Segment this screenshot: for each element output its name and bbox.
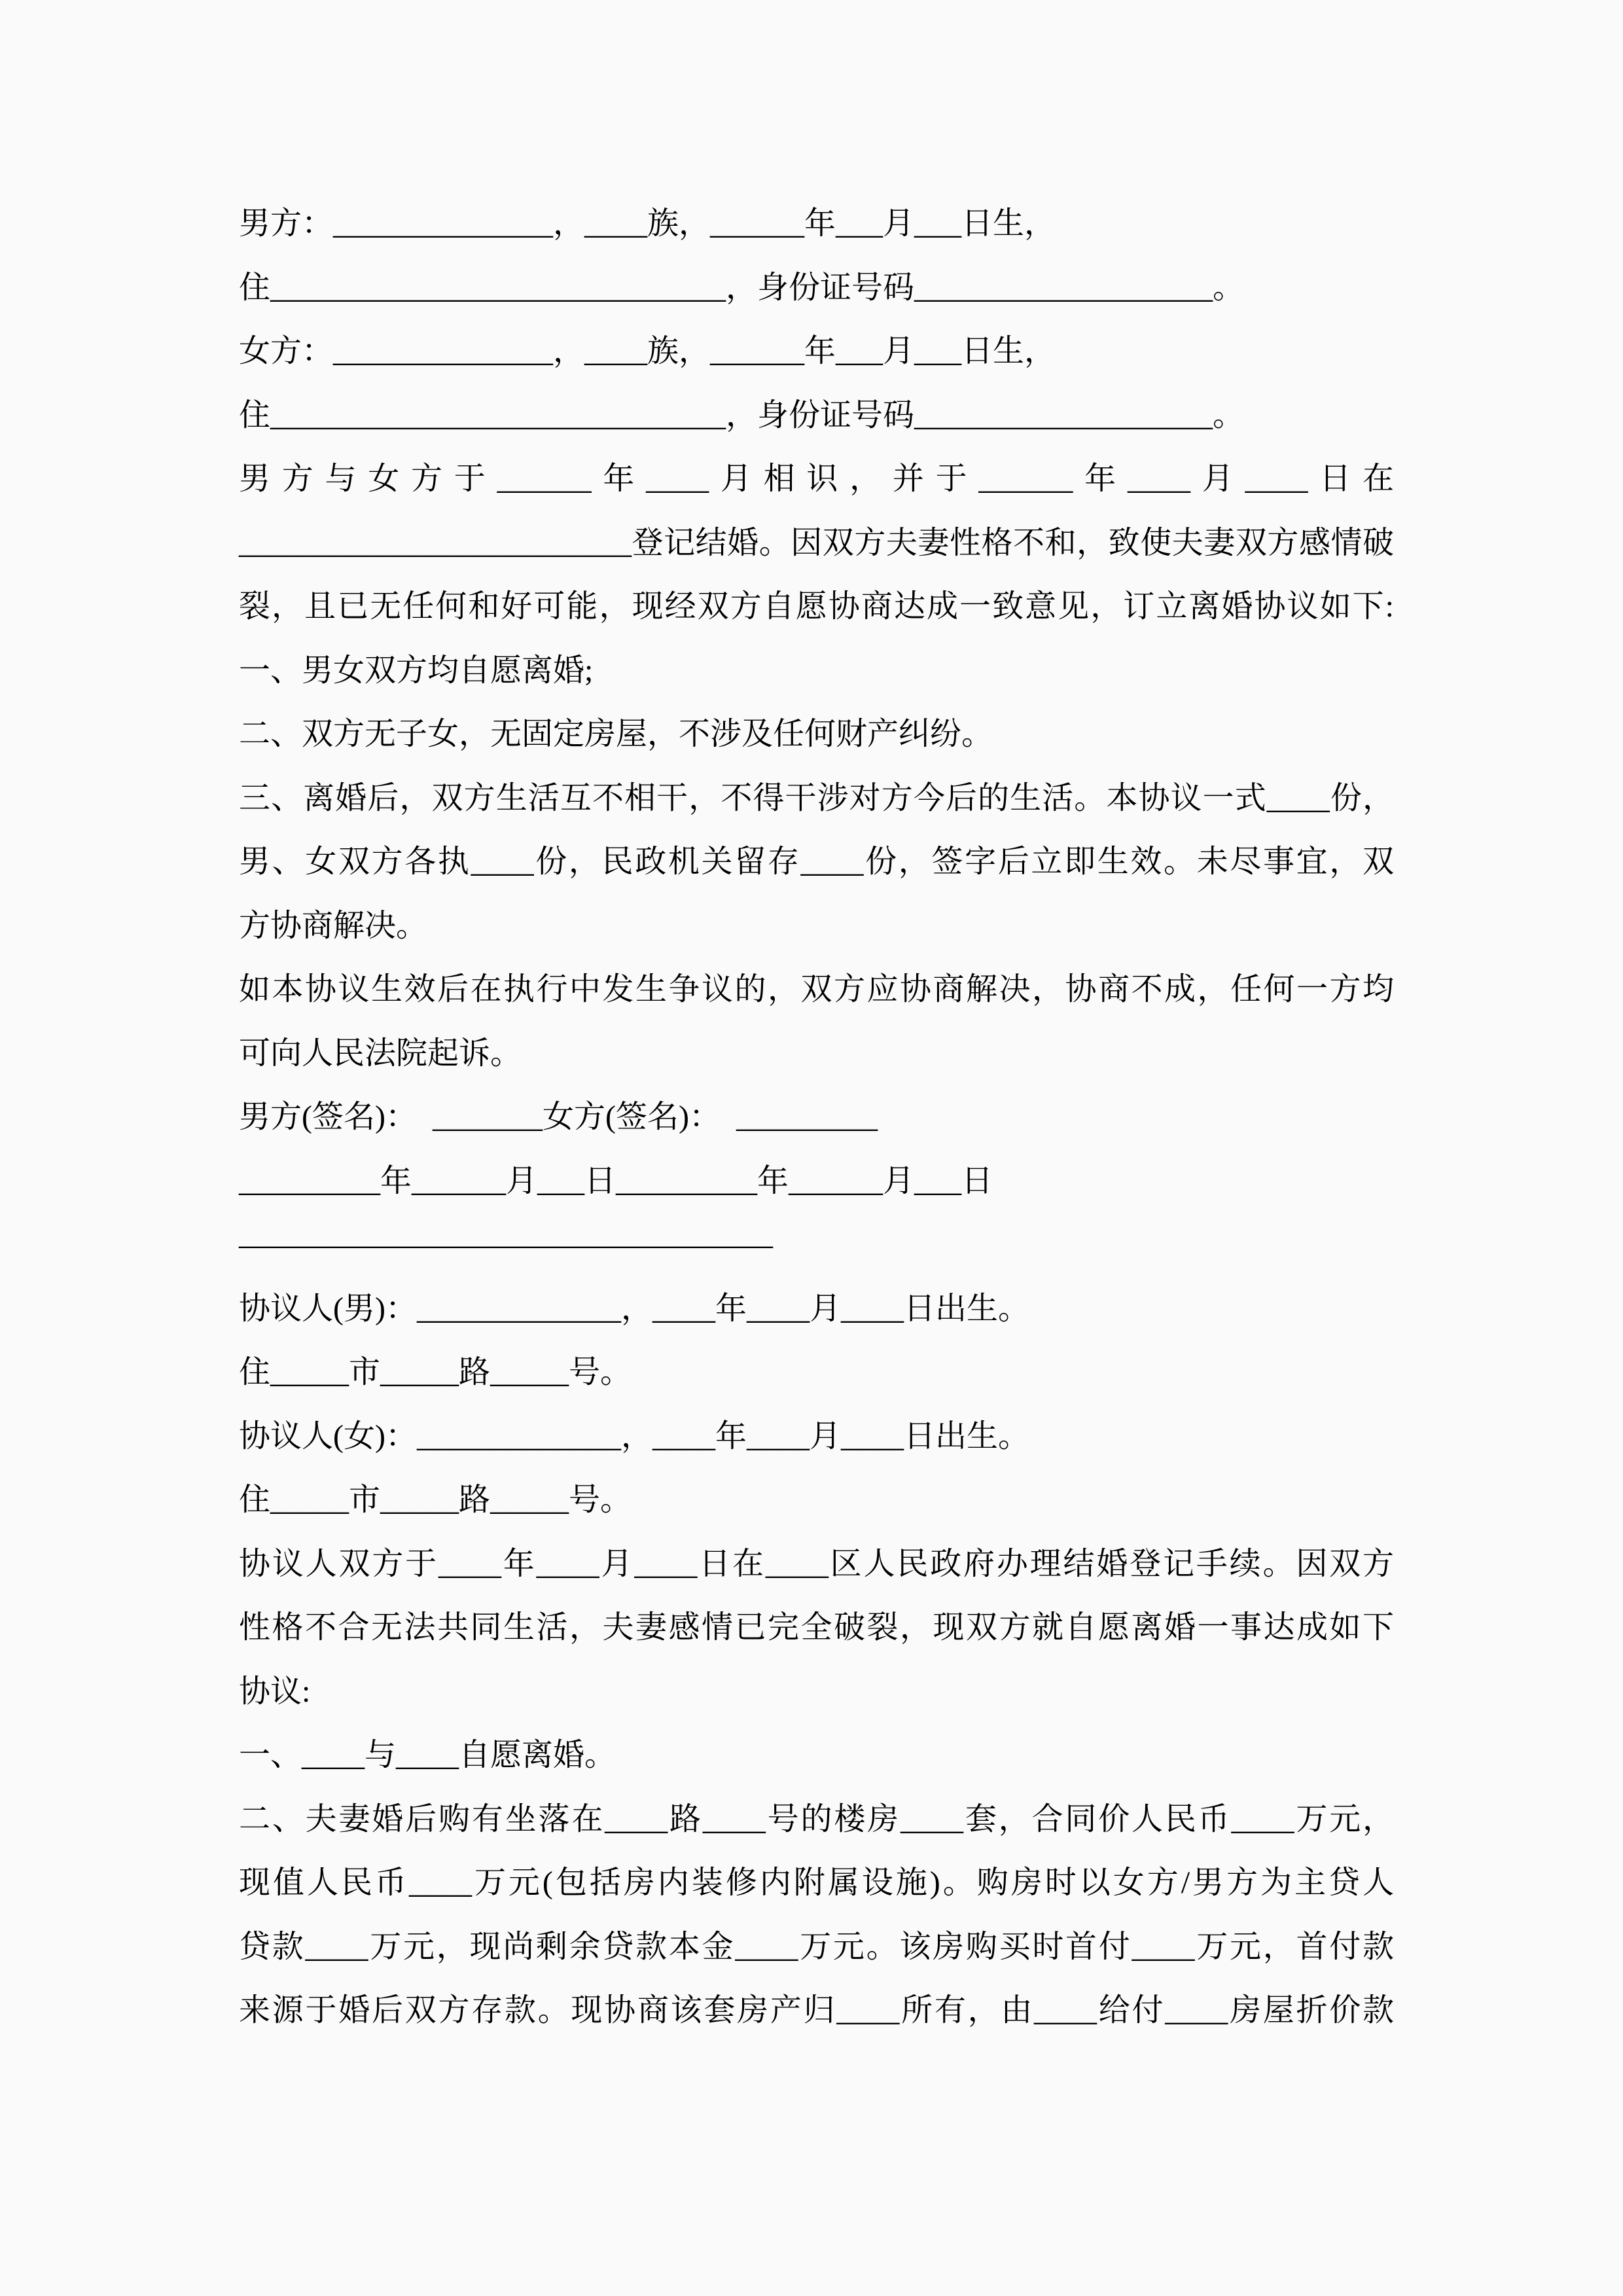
party-b2-info-line: 协议人(女)：_____________，____年____月____日出生。 — [239, 1418, 1029, 1454]
party-a2-info-line: 协议人(男)：_____________，____年____月____日出生。 — [239, 1291, 1029, 1326]
clause-1-line: 一、男女双方均自愿离婚; — [239, 653, 594, 688]
clause-2-line: 二、双方无子女，无固定房屋，不涉及任何财产纠纷。 — [239, 717, 993, 751]
party-b-info-line: 女方：______________，____族，______年___月___日生， — [239, 334, 1056, 368]
second-clause-2-line-4: 来源于婚后双方存款。现协商该套房产归____所有，由____给付____房屋折价款 — [239, 1993, 1394, 2028]
party-a-address-line: 住_____________________________，身份证号码___________________。 — [239, 270, 1245, 305]
divorce-agreement-body — [239, 192, 1394, 2043]
second-clause-2-line-2: 现值人民币____万元(包括房内装修内附属设施)。购房时以女方/男方为主贷人 — [239, 1865, 1394, 1900]
second-clause-1-line: 一、____与____自愿离婚。 — [239, 1738, 616, 1772]
clause-3-line-2: 男、女双方各执____份，民政机关留存____份，签字后立即生效。未尽事宜，双 — [239, 844, 1394, 879]
clause-3-line-1: 三、离婚后，双方生活互不相干，不得干涉对方今后的生活。本协议一式____份， — [239, 780, 1394, 816]
second-preamble-line-2: 性格不合无法共同生活，夫妻感情已完全破裂，现双方就自愿离婚一事达成如下 — [239, 1610, 1394, 1645]
second-preamble-line-3: 协议: — [239, 1674, 311, 1709]
clause-3-line-3: 方协商解决。 — [239, 908, 428, 943]
party-b2-address-line: 住_____市_____路_____号。 — [239, 1482, 632, 1517]
party-b-address-line: 住_____________________________，身份证号码___________________。 — [239, 397, 1245, 433]
second-clause-2-line-3: 贷款____万元，现尚剩余贷款本金____万元。该房购买时首付____万元，首付款 — [239, 1929, 1394, 1964]
dispute-resolution-line-1: 如本协议生效后在执行中发生争议的，双方应协商解决，协商不成，任何一方均 — [239, 972, 1394, 1007]
agreement-preamble-line: 裂，且已无任何和好可能，现经双方自愿协商达成一致意见，订立离婚协议如下: — [239, 589, 1394, 624]
section-divider: ————————————————— — [239, 1227, 773, 1262]
party-a-info-line: 男方：______________，____族，______年___月___日生， — [239, 206, 1056, 241]
dispute-resolution-line-2: 可向人民法院起诉。 — [239, 1035, 522, 1071]
party-a2-address-line: 住_____市_____路_____号。 — [239, 1355, 632, 1390]
signature-date-line: _________年______月___日_________年______月___日 — [239, 1163, 993, 1198]
second-clause-2-line-1: 二、夫妻婚后购有坐落在____路____号的楼房____套，合同价人民币____万元， — [239, 1801, 1394, 1837]
marriage-history-line-2: _________________________登记结婚。因双方夫妻性格不和，致使夫妻双方感情破 — [239, 525, 1394, 560]
marriage-history-line-1: 男方与女方于______年____月相识，并于______年____月____日在 — [239, 461, 1394, 496]
signature-line: 男方(签名)： _______女方(签名)： _________ — [239, 1100, 878, 1134]
second-preamble-line-1: 协议人双方于____年____月____日在____区人民政府办理结婚登记手续。因双方 — [239, 1546, 1394, 1581]
